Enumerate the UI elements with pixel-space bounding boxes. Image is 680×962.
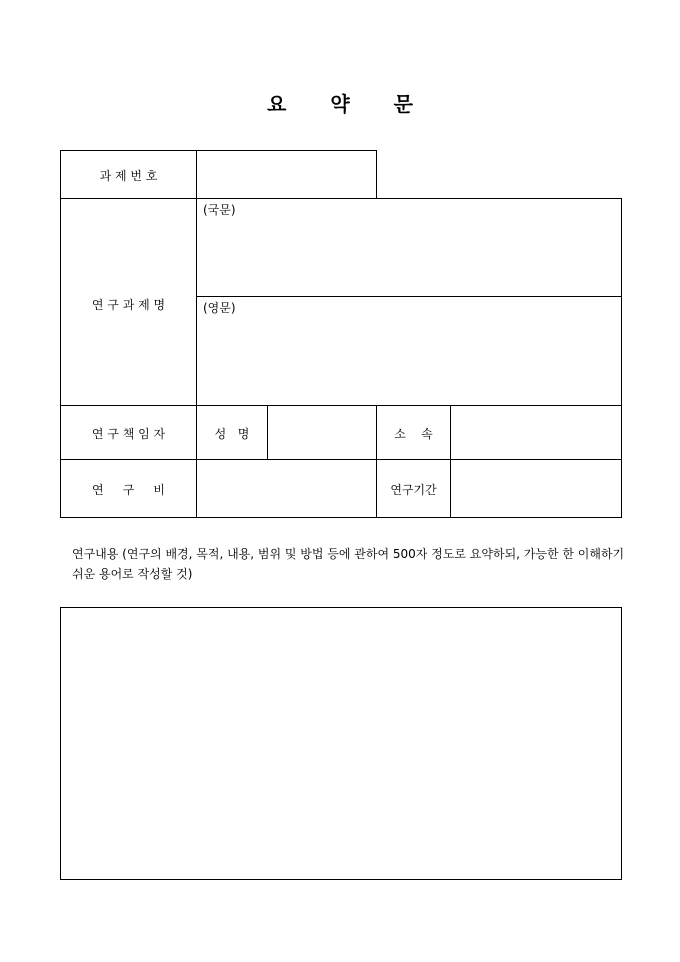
english-label: (영문) [203,301,236,315]
period-field[interactable] [450,459,622,518]
title-char-3: 문 [393,92,413,116]
budget-label: 연 구 비 [92,483,165,497]
project-name-english-field[interactable] [196,296,622,406]
korean-label: (국문) [203,203,236,217]
research-content-instructions: 연구내용 (연구의 배경, 목적, 내용, 범위 및 방법 등에 관하여 500자 정도로 요약하되, 가능한 한 이해하기 쉬운 용어로 작성할 것) [72,547,625,581]
budget-field[interactable] [196,459,377,518]
project-name-korean-field[interactable] [196,198,622,297]
document-title [0,88,680,117]
lead-researcher-label: 연 구 책 임 자 [91,427,166,441]
title-char-1: 요 [267,92,287,116]
name-label: 성 명 [214,427,250,441]
project-number-label: 과 제 번 호 [99,169,158,183]
project-name-label: 연 구 과 제 명 [91,298,166,312]
project-number-field[interactable] [196,150,377,199]
name-field[interactable] [267,405,377,460]
research-content-field[interactable] [60,607,622,880]
title-char-2: 약 [330,92,350,116]
affiliation-field[interactable] [450,405,622,460]
period-label: 연구기간 [390,483,437,497]
affiliation-label: 소 속 [394,427,433,441]
